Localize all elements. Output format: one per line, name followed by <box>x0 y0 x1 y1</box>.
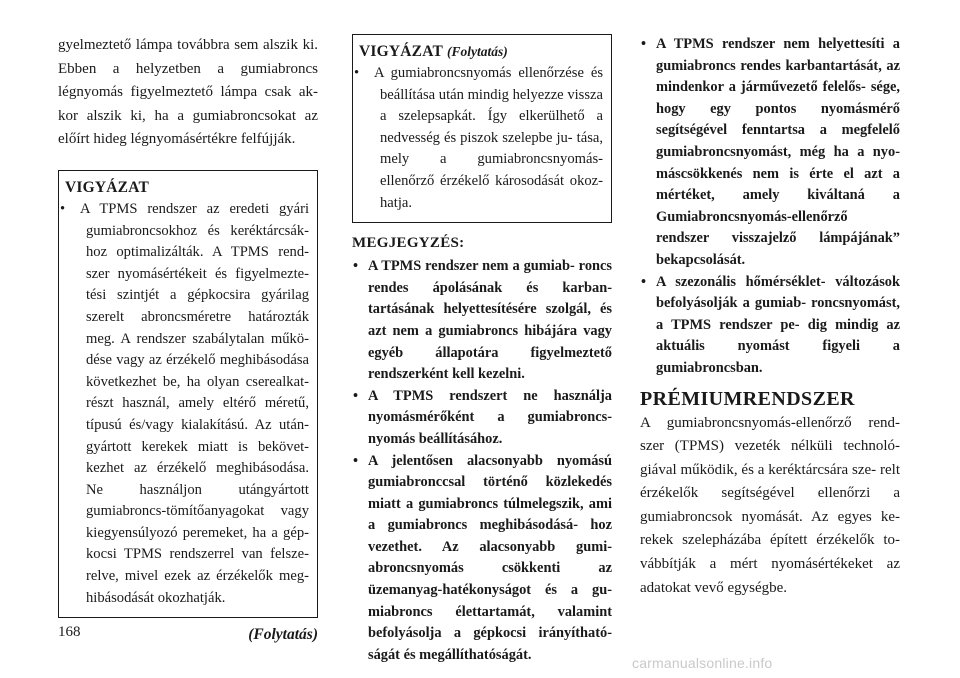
notes-list-continued <box>640 34 900 380</box>
note-item: • A TPMS rendszer nem a gumiab- roncs rendes ápolásának és karban- tartásának helyettesítésére szolgál, és azt nem a gumiabroncs hibájára vagy egyéb állapotára figyelmeztető rendszerként kell kezelni. <box>352 256 612 386</box>
page-number: 168 <box>58 624 81 640</box>
warning-title <box>359 41 603 63</box>
warning-box <box>58 170 318 618</box>
warning-title: VIGYÁZAT <box>65 178 149 196</box>
warning-continued-label: (Folytatás) <box>447 44 508 59</box>
section-title: PRÉMIUMRENDSZER <box>640 387 855 410</box>
warning-list <box>65 199 309 609</box>
note-item: • A szezonális hőmérséklet- változások befolyásolják a gumiab- roncsnyomást, a TPMS rendszer pe- dig mindig az aktuális nyomást figyeli a gumiabroncsban. <box>640 272 900 380</box>
intro-paragraph: gyelmeztető lámpa továbbra sem alszik ki. Ebben a helyzetben a gumiabroncs légnyomás figyelmeztető lámpa csak ak- kor alszik ki, ha a gumiabroncsokat az előírt hideg légnyomásértékre felfújják. <box>58 37 318 148</box>
note-item: • A TPMS rendszer nem helyettesíti a gumiabroncs rendes karbantartását, az mindenkor a járművezető felelős- sége, hogy egy pontos nyomásmérő segítségével fenntartsa a megfelelő gumiabroncsnyomást, még ha a nyo- máscsökkenés nem is érte el azt a mértéket, amely kiváltaná a Gumiabroncsnyomás-ellenőrző rendszer visszajelző lámpájának” bekapcsolását. <box>640 34 900 272</box>
warning-list <box>359 63 603 214</box>
section-paragraph: A gumiabroncsnyomás-ellenőrző rend- szer (TPMS) vezeték nélküli technoló- giával működik, és a keréktárcsára sze- relt érzékelők segítségével ellenőrzi a gumiabroncsok nyomását. Az egyes ke- rekek szelepházába épített érzékelők to- vábbítják a mért nyomásértékeket az adatokat vevő egységbe. <box>640 414 900 596</box>
note-item: • A TPMS rendszert ne használja nyomásmérőként a gumiabroncs- nyomás beállításához. <box>352 386 612 451</box>
warning-box-continued <box>352 34 612 223</box>
middle-column <box>352 34 612 666</box>
left-column <box>58 34 318 644</box>
warning-item: • A TPMS rendszer az eredeti gyári gumiabroncsokhoz és keréktárcsák- hoz optimalizálták. A TPMS rend- szer nyomásértékeit és figyelmezte- tési szintjét a gépkocsira gyárilag szerelt abroncsméretre határozták meg. A rendszer szabálytalan műkö- dése vagy az érzékelő meghibásodása következhet be, ha olyan cserealkat- részt használ, amely eltérő méretű, típusú és/vagy kialakítású. Az után- gyártott kerekek miatt is bekövet- kezhet az érzékelő meghibásodása. Ne használjon utángyártott gumiabroncs-tömítőanyagokat vagy kiegyensúlyozó peremeket, ha a gép- kocsi TPMS rendszerrel van felsze- relve, mivel ezek az érzékelők meg- hibásodását okozhatják. <box>65 199 309 609</box>
notes-title: MEGJEGYZÉS: <box>352 235 465 252</box>
notes-list <box>352 256 612 666</box>
warning-item: • A gumiabroncsnyomás ellenőrzése és beállítása után mindig helyezze vissza a szelepsapkát. Így elkerülhető a nedvesség és piszok szelepbe ju- tása, mely a gumiabroncsnyomás- ellenőrző érzékelő károsodását okoz- hatja. <box>359 63 603 214</box>
note-item: • A jelentősen alacsonyabb nyomású gumiabronccsal történő közlekedés miatt a gumiabroncs túlmelegszik, ami a gumiabroncs meghibásodásá- hoz vezethet. Az alacsonyabb gumi- abroncsnyomás csökkenti az üzemanyag-hatékonyságot és a gu- miabroncs élettartamát, valamint befolyásolja a gépkocsi irányítható- ságát és megállíthatóságát. <box>352 451 612 667</box>
right-column <box>640 34 900 600</box>
warning-title-text: VIGYÁZAT <box>359 43 443 60</box>
continued-label: (Folytatás) <box>248 626 318 644</box>
watermark: carmanualsonline.info <box>632 655 773 671</box>
